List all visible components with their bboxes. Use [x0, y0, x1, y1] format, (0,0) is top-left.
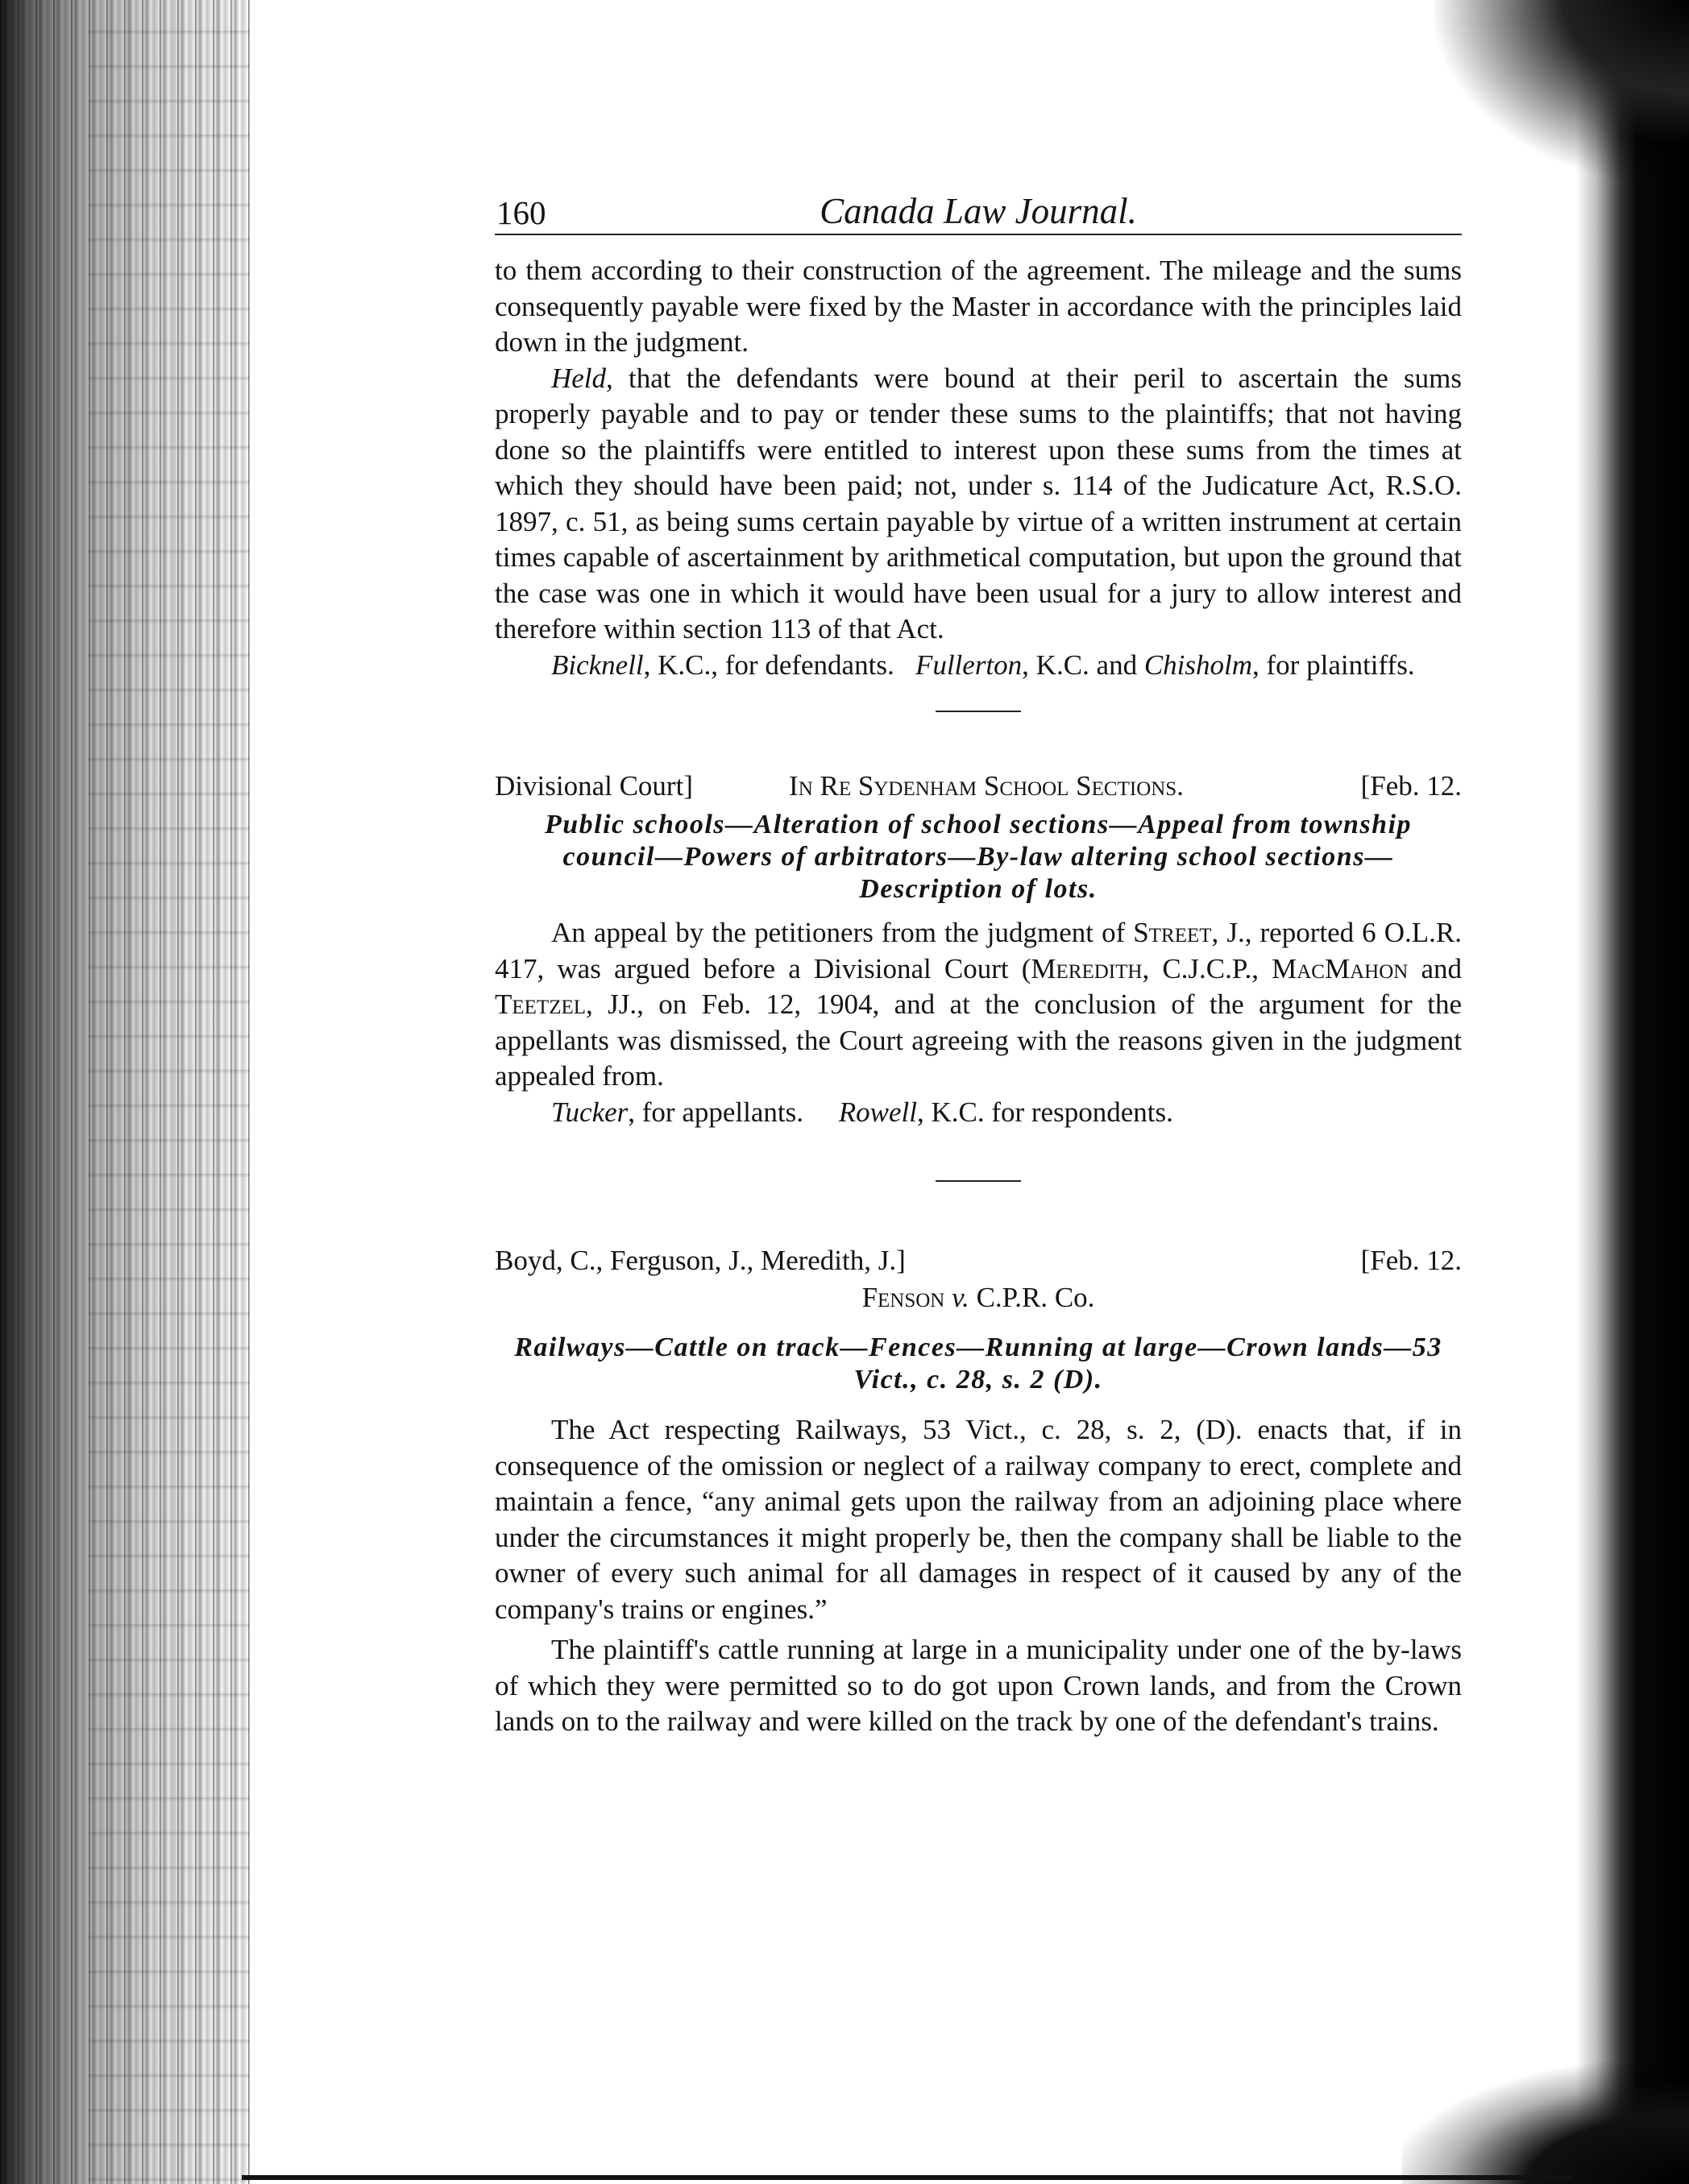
case-date: [Feb. 12.	[1360, 770, 1462, 802]
body-text: , J., reported 6 O.L.R. 417, was argued before a Divisional Court (	[495, 917, 1462, 984]
held-text: , that the defendants were bound at their peril to ascertain the sums properly payable and to pay or tender these sums to the plaintiffs; that not having done so the plaintiffs were entitled to interest upon these sums from the times at which they should have been paid; not, under s. 114 of the Judicature Act, R.S.O. 1897, c. 51, as being sums certain payable by virtue of a written instrument at certain times capable of ascertainment by arithmetical computation, but upon the ground that the case was one in which it would have been usual for a jury to allow interest and therefore within section 113 of that Act.	[495, 362, 1462, 644]
counsel-name: Chisholm	[1143, 649, 1253, 681]
counsel-text: , K.C., for defendants.	[643, 649, 894, 681]
case-syllabus: Public schools—Alteration of school sections—Appeal from township council—Powers of arbitrators—By-law altering school sections—Description of lots.	[544, 810, 1413, 904]
case-title: In Re Sydenham School Sections.	[789, 770, 1184, 802]
counsel-name: Fullerton	[915, 649, 1023, 681]
section-divider	[936, 711, 1021, 712]
counsel-text: , for plaintiffs.	[1252, 649, 1415, 681]
case-heading	[495, 769, 1462, 806]
case-body: The Act respecting Railways, 53 Vict., c. 28, s. 2, (D). enacts that, if in consequence of the omission or neglect of a railway company to erect, complete and maintain a fence, “any animal gets upon the railway from an adjoining place where under the circumstances it might properly be, then the company shall be liable to the owner of every such animal for all damages in respect of it caused by any of the company's trains or engines.”	[495, 1414, 1462, 1625]
case-date: [Feb. 12.	[1360, 1245, 1462, 1276]
judges-list: Boyd, C., Ferguson, J., Meredith, J.]	[495, 1245, 906, 1276]
held-paragraph	[495, 361, 1462, 648]
scan-corner-shadow-top	[1434, 0, 1689, 185]
party-name: C.P.R. Co.	[976, 1282, 1095, 1313]
counsel-name: Tucker	[551, 1096, 629, 1128]
case-syllabus: Railways—Cattle on track—Fences—Running at large—Crown lands—53 Vict., c. 28, s. 2 (D).	[514, 1332, 1442, 1395]
counsel-name: Bicknell	[551, 649, 644, 681]
counsel-name: Rowell	[838, 1096, 917, 1128]
case-body	[495, 915, 1462, 1095]
continued-paragraph: to them according to their construction of the agreement. The mileage and the sums consequently payable were fixed by the Master in accordance with the principles laid down in the judgment.	[495, 255, 1462, 358]
counsel-line	[495, 648, 1462, 684]
judge-name: Teetzel	[495, 988, 587, 1020]
journal-page	[495, 185, 1462, 1740]
body-text: , JJ., on Feb. 12, 1904, and at the conclusion of the argument for the appellants was dismissed, the Court agreeing with the reasons given in the judgment appealed from.	[495, 988, 1462, 1092]
journal-title: Canada Law Journal.	[820, 191, 1137, 231]
body-text: , C.J.C.P.,	[1142, 952, 1259, 984]
versus: v.	[952, 1282, 969, 1313]
section-divider	[936, 1180, 1021, 1182]
counsel-text: , K.C. for respondents.	[916, 1096, 1173, 1128]
scan-bottom-edge	[242, 2175, 1571, 2180]
body-text: and	[1421, 952, 1462, 984]
scan-left-noise	[89, 0, 250, 2184]
judge-name: Street	[1133, 917, 1212, 948]
case-title	[495, 1280, 1462, 1317]
scan-corner-shadow-bottom	[1402, 2062, 1689, 2184]
court-name: Divisional Court]	[495, 770, 693, 802]
judge-name: MacMahon	[1272, 952, 1409, 984]
counsel-text: , K.C. and	[1022, 649, 1138, 681]
case-body: The plaintiff's cattle running at large in a municipality under one of the by-laws of which they were permitted so to do got upon Crown lands, and from the Crown lands on to the railway and were killed on the track by one of the defendant's trains.	[495, 1634, 1462, 1737]
scan-right-edge-shadow	[1576, 0, 1689, 2184]
party-name: Fenson	[861, 1282, 945, 1313]
counsel-text: , for appellants.	[628, 1096, 803, 1128]
page-number: 160	[496, 194, 546, 231]
body-text: An appeal by the petitioners from the judgment of	[551, 917, 1126, 948]
case-heading	[495, 1243, 1462, 1280]
counsel-line	[495, 1095, 1462, 1131]
running-header	[495, 185, 1462, 235]
judge-name: Meredith	[1031, 952, 1143, 984]
held-word: Held	[551, 362, 607, 394]
